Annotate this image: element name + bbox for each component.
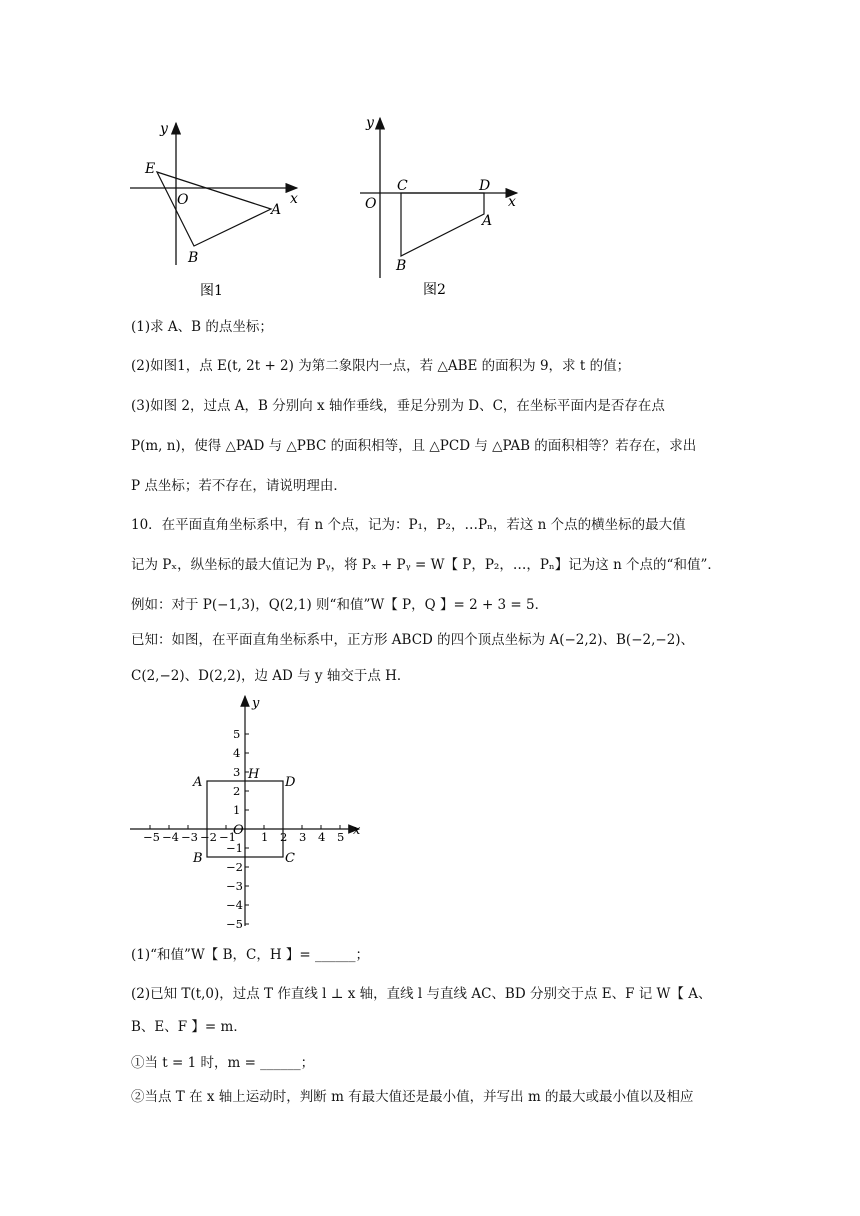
- point-d-label: D: [479, 178, 491, 194]
- x-tick-label: −5: [143, 830, 160, 844]
- x-label: x: [508, 194, 516, 210]
- origin-label: O: [177, 192, 189, 208]
- q9-part1: (1)求 A、B 的点坐标；: [131, 319, 273, 335]
- point-e-label: E: [145, 161, 156, 177]
- x-tick-label: 5: [337, 830, 345, 844]
- point-b-label: B: [188, 250, 199, 266]
- y-label: y: [366, 115, 374, 131]
- origin-label: O: [365, 196, 377, 212]
- q10-line4: 已知：如图，在平面直角坐标系中，正方形 ABCD 的四个顶点坐标为 A(−2,2)、B(−2,−2)、: [131, 632, 695, 648]
- y-tick-label: 5: [233, 727, 241, 741]
- q9-part3-line2: P(m, n)，使得 △PAD 与 △PBC 的面积相等，且 △PCD 与 △PAB 的面积相等？若存在，求出: [131, 438, 697, 454]
- point-a-label: A: [193, 775, 203, 790]
- point-c-label: C: [397, 178, 408, 194]
- q9-part3-line3: P 点坐标；若不存在，请说明理由．: [131, 478, 347, 494]
- q10-sub2-item2: ②当点 T 在 x 轴上运动时，判断 m 有最大值还是最小值，并写出 m 的最大或最小值以及相应: [131, 1089, 694, 1105]
- q10-line1: 10．在平面直角坐标系中，有 n 个点，记为：P₁，P₂，…Pₙ，若这 n 个点的横坐标的最大值: [131, 517, 686, 533]
- x-tick-label: −2: [200, 830, 217, 844]
- figure-2: [355, 110, 530, 305]
- x-tick-label: −1: [219, 830, 236, 844]
- y-tick-label: −4: [226, 898, 243, 912]
- q10-sub2-line1: (2)已知 T(t,0)，过点 T 作直线 l ⊥ x 轴，直线 l 与直线 AC、BD 分别交于点 E、F 记 W【 A、: [131, 986, 712, 1002]
- x-label: x: [353, 823, 361, 838]
- figure-1-caption: 图1: [200, 283, 223, 299]
- y-tick-label: 1: [233, 803, 241, 817]
- q9-part3-line1: (3)如图 2，过点 A，B 分别向 x 轴作垂线，垂足分别为 D、C，在坐标平面内是否存在点: [131, 398, 665, 414]
- figure-3-coordinate-plane: [125, 690, 370, 930]
- x-tick-label: 1: [261, 830, 269, 844]
- y-tick-label: −3: [226, 879, 243, 893]
- point-b-label: B: [396, 258, 407, 274]
- figure-1: [125, 115, 315, 305]
- q10-line5: C(2,−2)、D(2,2)，边 AD 与 y 轴交于点 H．: [131, 668, 411, 684]
- y-tick-label: 3: [233, 765, 241, 779]
- point-h-label: H: [248, 767, 260, 782]
- triangle-abe: [157, 172, 271, 246]
- y-label: y: [252, 696, 260, 711]
- y-tick-label: −2: [226, 860, 243, 874]
- y-tick-label: 4: [233, 746, 241, 760]
- q10-line2: 记为 Pₓ，纵坐标的最大值记为 Pᵧ，将 Pₓ + Pᵧ = W【 P，P₂，…，Pₙ】记为这 n 个点的“和值”．: [131, 557, 721, 573]
- point-a-label: A: [482, 213, 493, 229]
- q10-sub2-line2: B、E、F 】= m．: [131, 1019, 247, 1035]
- point-c-label: C: [285, 851, 295, 866]
- y-tick-label: −1: [226, 841, 243, 855]
- point-b-label: B: [193, 851, 203, 866]
- origin-label: O: [233, 823, 244, 838]
- q10-sub1: (1)“和值”W【 B，C，H 】= ______；: [131, 947, 370, 963]
- x-tick-label: 4: [318, 830, 326, 844]
- y-tick-label: 2: [233, 784, 241, 798]
- x-tick-label: −4: [162, 830, 179, 844]
- q10-sub2-item1: ①当 t = 1 时，m = ______；: [131, 1055, 315, 1071]
- x-label: x: [290, 191, 298, 207]
- point-a-label: A: [271, 202, 282, 218]
- x-tick-label: −3: [181, 830, 198, 844]
- quadrilateral-abcd: [401, 193, 484, 256]
- x-tick-label: 3: [299, 830, 307, 844]
- q9-part2: (2)如图1，点 E(t, 2t + 2) 为第二象限内一点，若 △ABE 的面积为 9，求 t 的值；: [131, 358, 631, 374]
- point-d-label: D: [285, 775, 296, 790]
- y-label: y: [160, 121, 168, 137]
- figure-2-caption: 图2: [423, 282, 446, 298]
- x-tick-label: 2: [280, 830, 288, 844]
- q10-line3: 例如：对于 P(−1,3)，Q(2,1) 则“和值”W【 P，Q 】= 2 + 3 = 5．: [131, 597, 549, 613]
- y-tick-label: −5: [226, 917, 243, 931]
